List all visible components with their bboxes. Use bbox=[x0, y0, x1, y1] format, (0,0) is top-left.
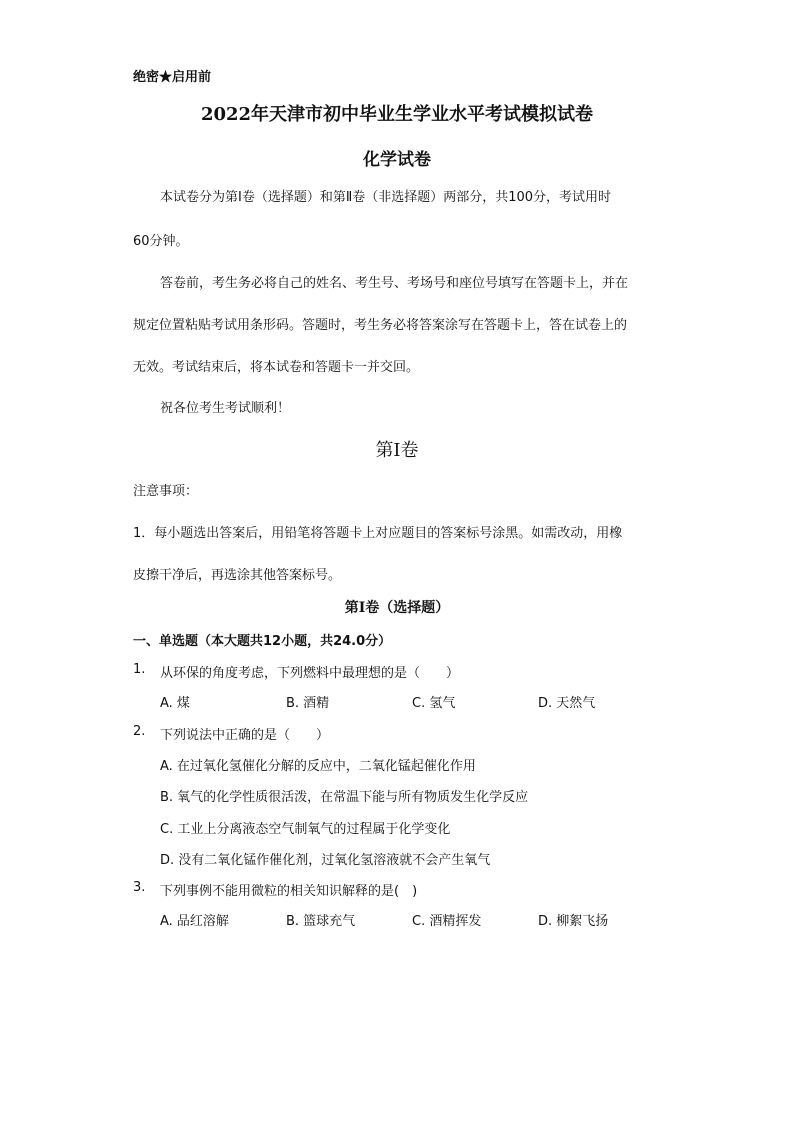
intro-paragraph-1-line-2: 60分钟。 bbox=[133, 234, 189, 249]
volume-title: 第Ⅰ卷 bbox=[375, 440, 419, 461]
section-title: 第Ⅰ卷（选择题） bbox=[344, 600, 450, 616]
question-3-number: 3. bbox=[133, 880, 146, 895]
question-2-option-c: C. 工业上分离液态空气制氧气的过程属于化学变化 bbox=[160, 822, 451, 837]
secret-label: 绝密★启用前 bbox=[133, 70, 212, 85]
question-1-option-b: B. 酒精 bbox=[286, 696, 330, 711]
question-1-option-c: C. 氢气 bbox=[412, 696, 456, 711]
exam-title: 2022年天津市初中毕业生学业水平考试模拟试卷 bbox=[200, 104, 594, 125]
question-1-option-d: D. 天然气 bbox=[538, 696, 596, 711]
question-3-option-c: C. 酒精挥发 bbox=[412, 914, 482, 929]
question-2-stem: 下列说法中正确的是（ ） bbox=[160, 728, 330, 743]
question-3-option-d: D. 柳絮飞扬 bbox=[538, 914, 609, 929]
question-2-option-d: D. 没有二氧化锰作催化剂，过氧化氢溶液就不会产生氧气 bbox=[160, 853, 491, 868]
notes-label: 注意事项： bbox=[133, 484, 199, 499]
question-3-option-b: B. 篮球充气 bbox=[286, 914, 356, 929]
notes-line-2: 皮擦干净后，再选涂其他答案标号。 bbox=[133, 568, 342, 583]
question-1-stem: 从环保的角度考虑，下列燃料中最理想的是（ ） bbox=[160, 666, 460, 681]
intro-paragraph-2-line-2: 规定位置粘贴考试用条形码。答题时，考生务必将答案涂写在答题卡上，答在试卷上的 bbox=[133, 318, 628, 333]
intro-paragraph-2-line-1: 答卷前，考生务必将自己的姓名、考生号、考场号和座位号填写在答题卡上，并在 bbox=[160, 276, 629, 291]
intro-wish: 祝各位考生考试顺利！ bbox=[160, 401, 291, 416]
question-1-option-a: A. 煤 bbox=[160, 696, 190, 711]
question-2-option-a: A. 在过氧化氢催化分解的反应中，二氧化锰起催化作用 bbox=[160, 759, 476, 774]
question-1-number: 1. bbox=[133, 662, 146, 677]
notes-line-1: 1．每小题选出答案后，用铅笔将答题卡上对应题目的答案标号涂黑。如需改动，用橡 bbox=[133, 526, 623, 541]
exam-subtitle: 化学试卷 bbox=[363, 150, 431, 170]
question-2-option-b: B. 氧气的化学性质很活泼，在常温下能与所有物质发生化学反应 bbox=[160, 790, 529, 805]
question-3-option-a: A. 品红溶解 bbox=[160, 914, 229, 929]
intro-paragraph-2-line-3: 无效。考试结束后，将本试卷和答题卡一并交回。 bbox=[133, 360, 420, 375]
question-2-number: 2. bbox=[133, 724, 146, 739]
intro-paragraph-1-line-1: 本试卷分为第Ⅰ卷（选择题）和第Ⅱ卷（非选择题）两部分，共100分，考试用时 bbox=[160, 190, 612, 205]
section-heading: 一、单选题（本大题共12小题，共24.0分） bbox=[133, 634, 392, 649]
question-3-stem: 下列事例不能用微粒的相关知识解释的是( ) bbox=[160, 884, 418, 899]
